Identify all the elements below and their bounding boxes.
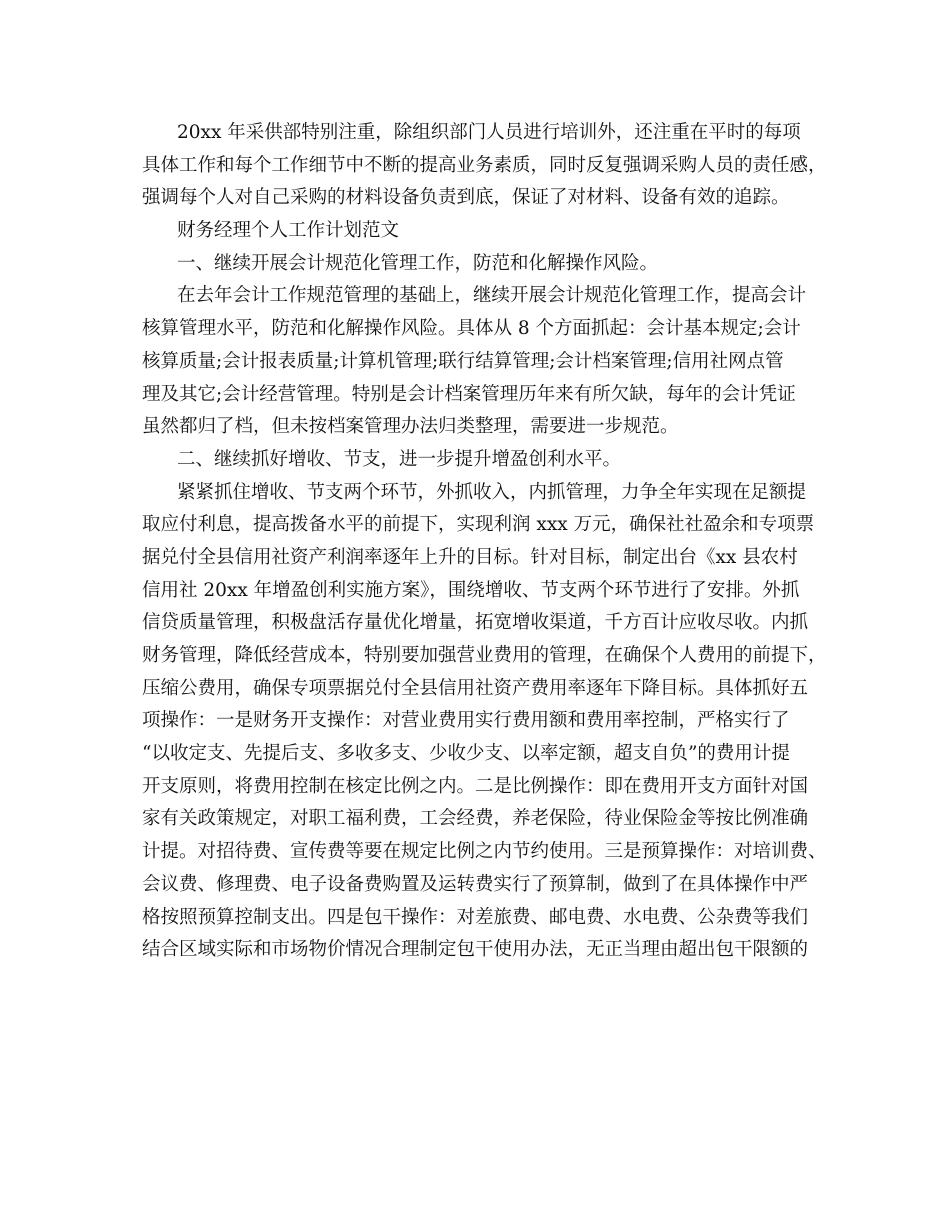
text-line: 取应付利息，提高拨备水平的前提下，实现利润 xxx 万元，确保社社盈余和专项票 <box>142 514 815 536</box>
text-line: 在去年会计工作规范管理的基础上，继续开展会计规范化管理工作，提高会计 <box>177 285 807 307</box>
text-line: 强调每个人对自己采购的材料设备负责到底，保证了对材料、设备有效的追踪。 <box>142 187 790 209</box>
section-heading: 一、继续开展会计规范化管理工作，防范和化解操作风险。 <box>177 252 659 274</box>
text-line: 紧紧抓住增收、节支两个环节，外抓收入，内抓管理，力争全年实现在足额提 <box>177 481 807 503</box>
text-line: 理及其它;会计经营管理。特别是会计档案管理历年来有所欠缺，每年的会计凭证 <box>142 383 796 405</box>
text-line: 家有关政策规定，对职工福利费，工会经费，养老保险，待业保险金等按比例准确 <box>142 808 809 830</box>
text-line: 信用社 20xx 年增盈创利实施方案》，围绕增收、节支两个环节进行了安排。外抓 <box>142 579 800 601</box>
text-line: 信贷质量管理，积极盘活存量优化增量，拓宽增收渠道，千方百计应收尽收。内抓 <box>142 612 809 634</box>
text-line: 20xx 年采供部特别注重，除组织部门人员进行培训外，还注重在平时的每项 <box>177 122 801 143</box>
text-line: 具体工作和每个工作细节中不断的提高业务素质，同时反复强调采购人员的责任感， <box>142 154 827 176</box>
text-line: 计提。对招待费、宣传费等要在规定比例之内节约使用。三是预算操作：对培训费、 <box>142 841 827 863</box>
document-body <box>142 117 827 967</box>
text-line: 开支原则，将费用控制在核定比例之内。二是比例操作：即在费用开支方面针对国 <box>142 775 809 797</box>
text-line: 会议费、修理费、电子设备费购置及运转费实行了预算制，做到了在具体操作中严 <box>142 873 809 895</box>
text-line: 结合区域实际和市场物价情况合理制定包干使用办法，无正当理由超出包干限额的 <box>142 939 809 961</box>
text-line: 财务管理，降低经营成本，特别要加强营业费用的管理，在确保个人费用的前提下， <box>142 645 827 666</box>
text-line: 核算管理水平，防范和化解操作风险。具体从 8 个方面抓起：会计基本规定;会计 <box>142 318 801 340</box>
text-line: 格按照预算控制支出。四是包干操作：对差旅费、邮电费、水电费、公杂费等我们 <box>142 906 809 928</box>
section-title: 财务经理个人工作计划范文 <box>177 220 400 242</box>
text-line: 据兑付全县信用社资产利润率逐年上升的目标。针对目标，制定出台《xx 县农村 <box>142 546 798 568</box>
text-line: 虽然都归了档，但未按档案管理办法归类整理，需要进一步规范。 <box>142 416 679 438</box>
text-line: 项操作：一是财务开支操作：对营业费用实行费用额和费用率控制，严格实行了 <box>142 710 790 732</box>
text-line: 压缩公费用，确保专项票据兑付全县信用社资产费用率逐年下降目标。具体抓好五 <box>142 677 809 699</box>
text-line: “以收定支、先提后支、多收多支、少收少支、以率定额，超支自负”的费用计提 <box>142 743 790 765</box>
section-heading: 二、继续抓好增收、节支，进一步提升增盈创利水平。 <box>177 448 622 470</box>
text-line: 核算质量;会计报表质量;计算机管理;联行结算管理;会计档案管理;信用社网点管 <box>142 350 784 372</box>
